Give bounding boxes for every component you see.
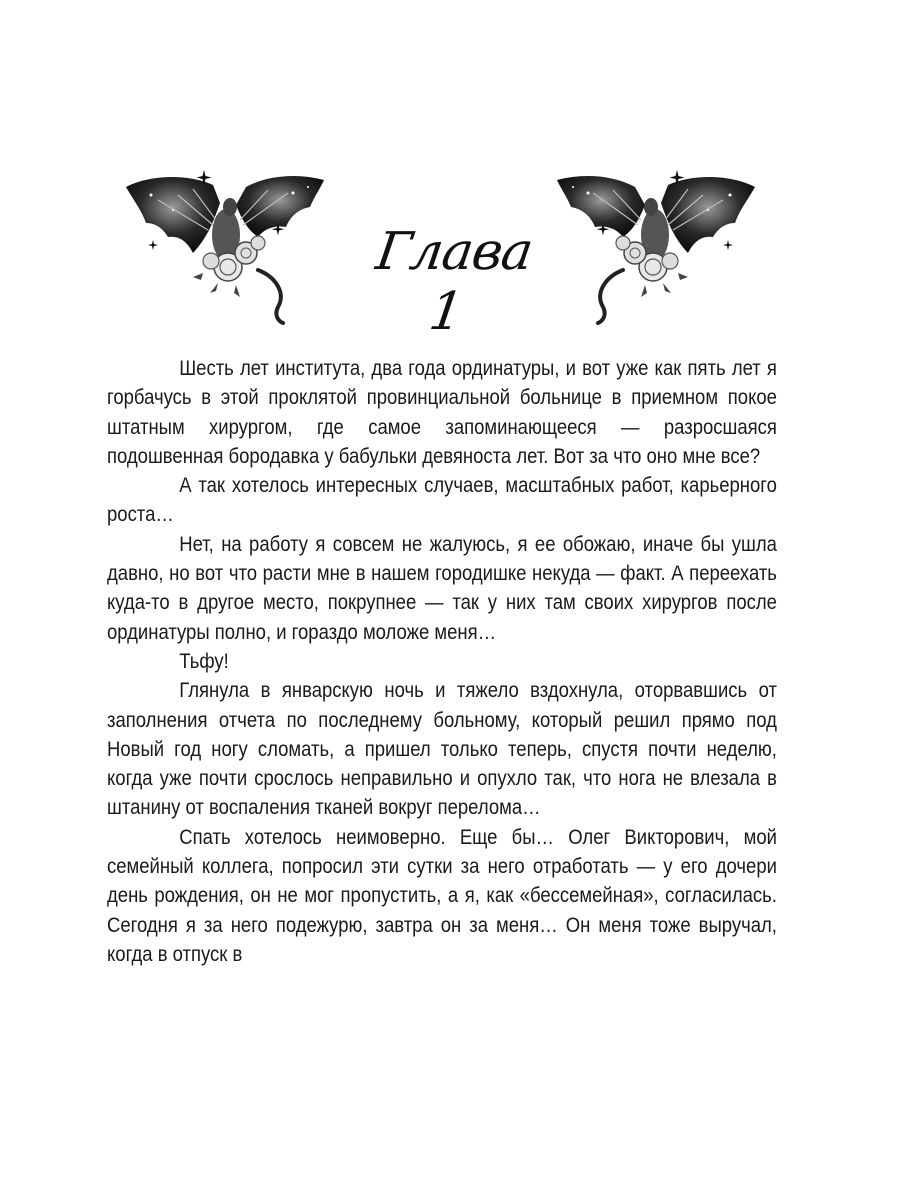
chapter-header <box>0 160 900 342</box>
paragraph: Нет, на работу я совсем не жалуюсь, я ее обожаю, иначе бы ушла давно, но вот что расти мне в нашем городишке некуда — факт. А переехать куда-то в другое место, покрупнее — так у них там своих хирургов после ординатуры полно, и гораздо моложе меня… <box>107 531 777 644</box>
paragraph: Тьфу! <box>179 648 229 673</box>
chapter-body <box>107 354 777 969</box>
paragraph: Спать хотелось неимоверно. Еще бы… Олег Викторович, мой семейный коллега, попросил эти сутки за него отработать — у его дочери день рождения, он не мог пропустить, а я, как «бессемейная», согласилась. Сегодня я за него подежурю, завтра он за меня… Он меня тоже выручал, когда в отпуск в <box>107 824 777 966</box>
chapter-title: Глава 1 <box>372 222 536 342</box>
dragon-ornament-right-icon <box>548 165 763 325</box>
dragon-ornament-left-icon <box>118 165 333 325</box>
paragraph: Шесть лет института, два года ординатуры, и вот уже как пять лет я горбачусь в этой проклятой провинциальной больнице в приемном покое штатным хирургом, где самое запоминающееся — разросшаяся подошвенная бородавка у бабульки девяноста лет. Вот за что оно мне все? <box>107 356 777 468</box>
paragraph: Глянула в январскую ночь и тяжело вздохнула, оторвавшись от заполнения отчета по последнему больному, который решил прямо под Новый год ногу сломать, а пришел только теперь, спустя почти неделю, когда уже почти срослось неправильно и опухло так, что нога не влезала в штанину от воспаления тканей вокруг перелома… <box>107 678 777 820</box>
paragraph: А так хотелось интересных случаев, масштабных работ, карьерного роста… <box>107 473 777 527</box>
